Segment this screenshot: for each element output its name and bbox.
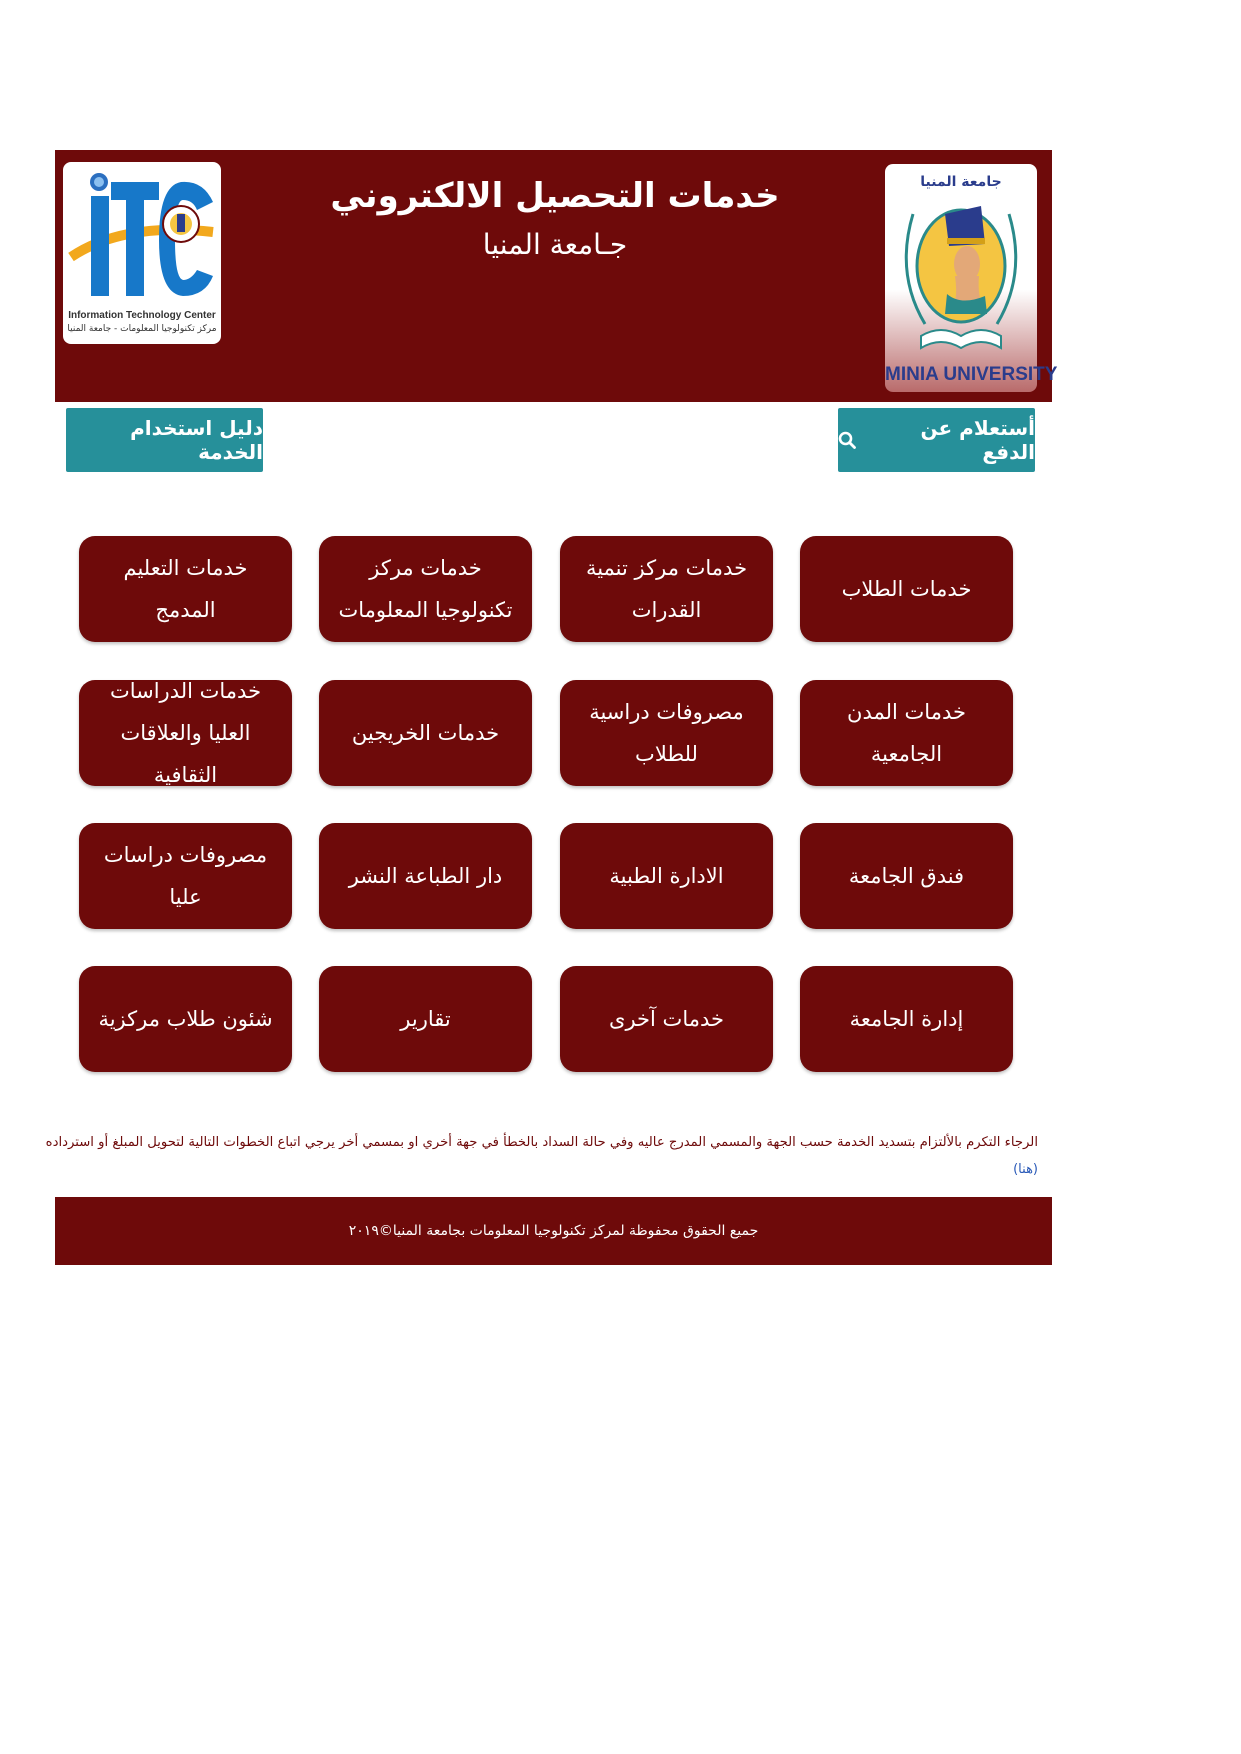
service-university-dorms[interactable]: خدمات المدن الجامعية — [800, 680, 1013, 786]
service-student-services[interactable]: خدمات الطلاب — [800, 536, 1013, 642]
footer — [55, 1197, 1052, 1265]
service-graduates[interactable]: خدمات الخريجين — [319, 680, 532, 786]
service-student-tuition[interactable]: مصروفات دراسية للطلاب — [560, 680, 773, 786]
service-postgraduate-tuition[interactable]: مصروفات دراسات عليا — [79, 823, 292, 929]
refund-steps-link[interactable]: (هنا) — [1013, 1162, 1038, 1177]
header-banner — [55, 150, 1058, 402]
service-central-student-affairs[interactable]: شئون طلاب مركزية — [79, 966, 292, 1072]
page — [45, 150, 1058, 1275]
service-reports[interactable]: تقارير — [319, 966, 532, 1072]
service-it-center[interactable]: خدمات مركز تكنولوجيا المعلومات — [319, 536, 532, 642]
notice-link-row — [65, 1162, 1038, 1177]
service-printing-publishing[interactable]: دار الطباعة النشر — [319, 823, 532, 929]
service-capacity-development[interactable]: خدمات مركز تنمية القدرات — [560, 536, 773, 642]
search-icon — [838, 431, 856, 449]
university-caption: MINIA UNIVERSITY — [885, 364, 1058, 385]
usage-guide-button[interactable] — [66, 408, 263, 472]
service-other[interactable]: خدمات آخرى — [560, 966, 773, 1072]
itc-logo — [63, 162, 221, 344]
service-university-administration[interactable]: إدارة الجامعة — [800, 966, 1013, 1072]
service-medical-administration[interactable]: الادارة الطبية — [560, 823, 773, 929]
itc-caption-ar: مركز تكنولوجيا المعلومات - جامعة المنيا — [67, 324, 217, 334]
usage-guide-label: دليل استخدام الخدمة — [130, 416, 263, 464]
service-university-hotel[interactable]: فندق الجامعة — [800, 823, 1013, 929]
payment-inquiry-label: أستعلام عن الدفع — [920, 416, 1035, 464]
university-logo — [885, 164, 1058, 392]
payment-inquiry-button[interactable] — [838, 408, 1035, 472]
page-subtitle: جـامعة المنيا — [482, 228, 628, 261]
itc-caption-en: Information Technology Center — [68, 310, 216, 321]
university-arabic-name: جامعة المنيا — [920, 174, 1002, 190]
nefertiti-emblem-icon — [885, 164, 1058, 392]
copyright-text: جميع الحقوق محفوظة لمركز تكنولوجيا المعلومات بجامعة المنيا©٢٠١٩ — [348, 1223, 759, 1239]
service-blended-learning[interactable]: خدمات التعليم المدمج — [79, 536, 292, 642]
page-title: خدمات التحصيل الالكتروني — [330, 176, 780, 216]
service-postgraduate-cultural[interactable]: خدمات الدراسات العليا والعلاقات الثقافية — [79, 680, 292, 786]
payment-notice: الرجاء التكرم بالألتزام بتسديد الخدمة حسب الجهة والمسمي المدرج عاليه وفي حالة السداد بالخطأ في جهة أخري او بمسمي أخر يرجي اتباع الخطوات التالية لتحويل المبلغ أو استرداده — [45, 1135, 1038, 1150]
